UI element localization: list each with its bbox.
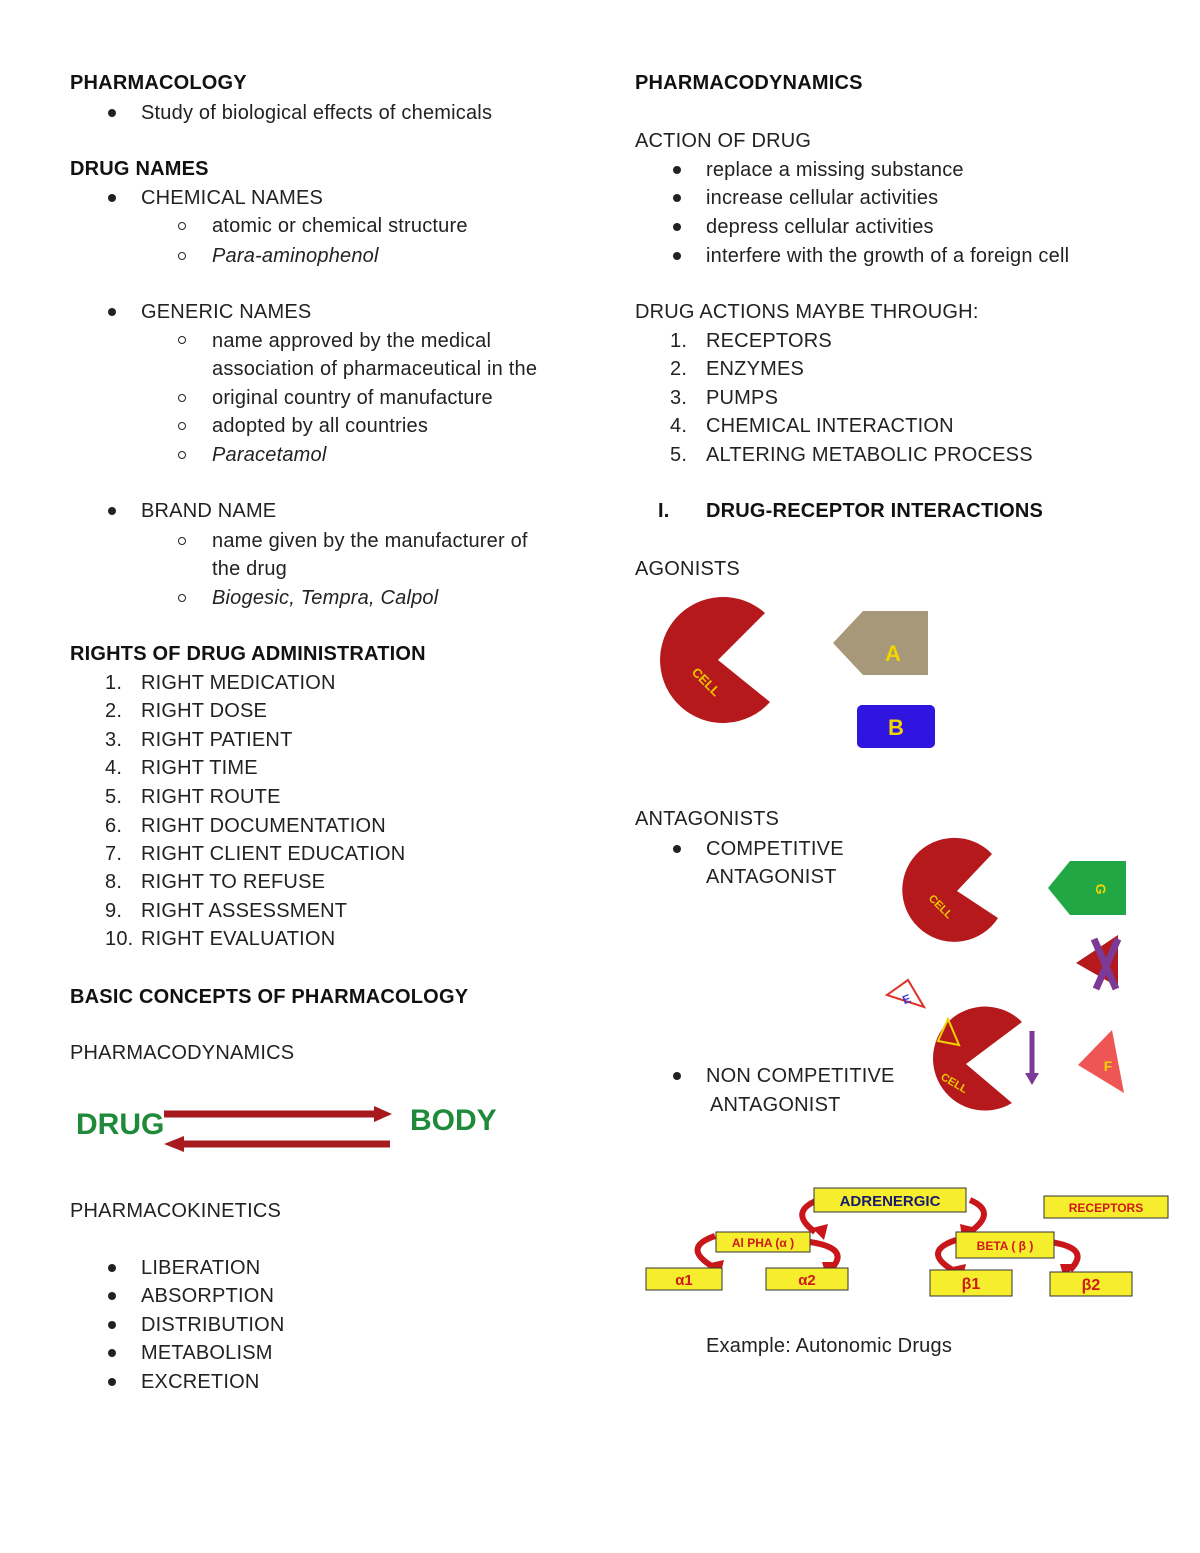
receptors-label: RECEPTORS: [1068, 1201, 1144, 1215]
bullet-icon: [673, 252, 681, 260]
bullet-icon: [673, 1072, 681, 1080]
rights-num: 4.: [105, 757, 123, 779]
arrowhead-left-icon: [164, 1136, 184, 1152]
pharmacodynamics-label: PHARMACODYNAMICS: [70, 1042, 295, 1064]
sub-bullet-icon: [178, 222, 186, 230]
alpha1-label: α1: [675, 1272, 693, 1289]
sub-bullet-icon: [178, 594, 186, 602]
through-num: 2.: [670, 358, 688, 380]
heading-basic-concepts: BASIC CONCEPTS OF PHARMACOLOGY: [70, 986, 469, 1008]
brand-example: Biogesic, Tempra, Calpol: [212, 587, 439, 609]
pk-item: EXCRETION: [141, 1371, 260, 1393]
through-item: PUMPS: [706, 387, 779, 409]
bullet-icon: [673, 223, 681, 231]
rights-num: 3.: [105, 729, 123, 751]
pharmacology-definition: Study of biological effects of chemicals: [141, 102, 493, 124]
body-label: BODY: [410, 1104, 497, 1137]
arrowhead-down-icon: [1025, 1073, 1039, 1085]
through-num: 4.: [670, 415, 688, 437]
action-item: increase cellular activities: [706, 187, 939, 209]
generic-item: adopted by all countries: [212, 415, 429, 437]
through-num: 5.: [670, 444, 688, 466]
drug-f-label: F: [1103, 1058, 1113, 1074]
bullet-icon: [673, 166, 681, 174]
rights-num: 7.: [105, 843, 123, 865]
adrenergic-receptors-diagram: [640, 1182, 1180, 1312]
through-num: 3.: [670, 387, 688, 409]
sub-bullet-icon: [178, 252, 186, 260]
bullet-icon: [673, 194, 681, 202]
rights-item: RIGHT TIME: [141, 757, 258, 779]
bullet-icon: [108, 1264, 116, 1272]
cell-label: CELL: [688, 664, 724, 700]
generic-item: association of pharmaceutical in the: [212, 358, 538, 380]
rights-item: RIGHT CLIENT EDUCATION: [141, 843, 406, 865]
sub-bullet-icon: [178, 336, 186, 344]
action-item: depress cellular activities: [706, 216, 934, 238]
through-item: ENZYMES: [706, 358, 805, 380]
drug-body-diagram: [60, 1092, 500, 1162]
rights-item: RIGHT DOCUMENTATION: [141, 815, 386, 837]
pk-item: ABSORPTION: [141, 1285, 275, 1307]
competitive-label: ANTAGONIST: [706, 866, 837, 888]
arrowhead-right-icon: [374, 1106, 392, 1122]
cell-shape: [902, 838, 998, 942]
brand-item: the drug: [212, 558, 287, 580]
through-item: RECEPTORS: [706, 330, 832, 352]
section-number: I.: [658, 500, 670, 522]
rights-item: RIGHT TO REFUSE: [141, 871, 326, 893]
beta1-label: β1: [961, 1276, 981, 1293]
sub-bullet-icon: [178, 394, 186, 402]
rights-num: 2.: [105, 700, 123, 722]
generic-names-label: GENERIC NAMES: [141, 301, 312, 323]
bullet-icon: [108, 308, 116, 316]
action-item: replace a missing substance: [706, 159, 964, 181]
rights-item: RIGHT EVALUATION: [141, 928, 336, 950]
bullet-icon: [108, 1292, 116, 1300]
brand-item: name given by the manufacturer of: [212, 530, 528, 552]
action-item: interfere with the growth of a foreign cell: [706, 245, 1070, 267]
pk-item: METABOLISM: [141, 1342, 273, 1364]
drug-a-label: A: [885, 641, 901, 666]
chemical-example: Para-aminophenol: [212, 245, 379, 267]
heading-drug-names: DRUG NAMES: [70, 158, 209, 180]
beta2-label: β2: [1081, 1277, 1101, 1294]
noncompetitive-label: NON COMPETITIVE: [706, 1065, 895, 1087]
rights-item: RIGHT ASSESSMENT: [141, 900, 348, 922]
drug-g-shape: [1048, 861, 1126, 915]
cell-shape: [660, 597, 770, 723]
adrenergic-label: ADRENERGIC: [839, 1193, 941, 1210]
beta-label: BETA ( β ): [976, 1239, 1034, 1253]
chemical-item: atomic or chemical structure: [212, 215, 468, 237]
right-column: [600, 0, 1200, 1553]
heading-pharmacology: PHARMACOLOGY: [70, 72, 247, 94]
rights-item: RIGHT PATIENT: [141, 729, 293, 751]
rights-item: RIGHT MEDICATION: [141, 672, 336, 694]
alpha2-label: α2: [798, 1272, 816, 1289]
chemical-names-label: CHEMICAL NAMES: [141, 187, 324, 209]
brand-name-label: BRAND NAME: [141, 500, 277, 522]
rights-num: 6.: [105, 815, 123, 837]
rights-num: 9.: [105, 900, 123, 922]
drug-label: DRUG: [76, 1108, 165, 1141]
rights-num: 8.: [105, 871, 123, 893]
bullet-icon: [108, 507, 116, 515]
generic-item: name approved by the medical: [212, 330, 492, 352]
example-caption: Example: Autonomic Drugs: [706, 1335, 953, 1357]
through-item: ALTERING METABOLIC PROCESS: [706, 444, 1033, 466]
through-num: 1.: [670, 330, 688, 352]
rights-num: 5.: [105, 786, 123, 808]
heading-rights: RIGHTS OF DRUG ADMINISTRATION: [70, 643, 426, 665]
pharmacokinetics-label: PHARMACOKINETICS: [70, 1200, 282, 1222]
drug-a-shape: [833, 611, 928, 675]
bullet-icon: [108, 194, 116, 202]
rights-num: 10.: [105, 928, 134, 950]
competitive-label: COMPETITIVE: [706, 838, 844, 860]
heading-drug-receptor: DRUG-RECEPTOR INTERACTIONS: [706, 500, 1044, 522]
cell-label: CELL: [938, 1071, 970, 1096]
bullet-icon: [108, 109, 116, 117]
antagonists-label: ANTAGONISTS: [635, 808, 780, 830]
agonists-label: AGONISTS: [635, 558, 740, 580]
heading-pharmacodynamics: PHARMACODYNAMICS: [635, 72, 863, 94]
sub-bullet-icon: [178, 537, 186, 545]
drug-actions-through-label: DRUG ACTIONS MAYBE THROUGH:: [635, 301, 979, 323]
bullet-icon: [673, 845, 681, 853]
agonist-diagram: [655, 595, 955, 765]
cell-label: CELL: [925, 892, 955, 922]
bullet-icon: [108, 1378, 116, 1386]
noncompetitive-label: ANTAGONIST: [710, 1094, 841, 1116]
rights-item: RIGHT ROUTE: [141, 786, 281, 808]
pk-item: DISTRIBUTION: [141, 1314, 285, 1336]
alpha-label: Al PHA (α ): [731, 1236, 795, 1250]
antagonist-diagram: [880, 835, 1200, 1125]
sub-bullet-icon: [178, 422, 186, 430]
bullet-icon: [108, 1349, 116, 1357]
drug-f-shape: [1078, 1030, 1124, 1093]
rights-num: 1.: [105, 672, 123, 694]
generic-example: Paracetamol: [212, 444, 327, 466]
drug-b-label: B: [888, 715, 904, 740]
action-of-drug-label: ACTION OF DRUG: [635, 130, 812, 152]
bullet-icon: [108, 1321, 116, 1329]
drug-e-label: E: [900, 991, 913, 1008]
drug-g-label: G: [1093, 883, 1109, 895]
rights-item: RIGHT DOSE: [141, 700, 268, 722]
sub-bullet-icon: [178, 451, 186, 459]
pk-item: LIBERATION: [141, 1257, 261, 1279]
generic-item: original country of manufacture: [212, 387, 493, 409]
through-item: CHEMICAL INTERACTION: [706, 415, 954, 437]
